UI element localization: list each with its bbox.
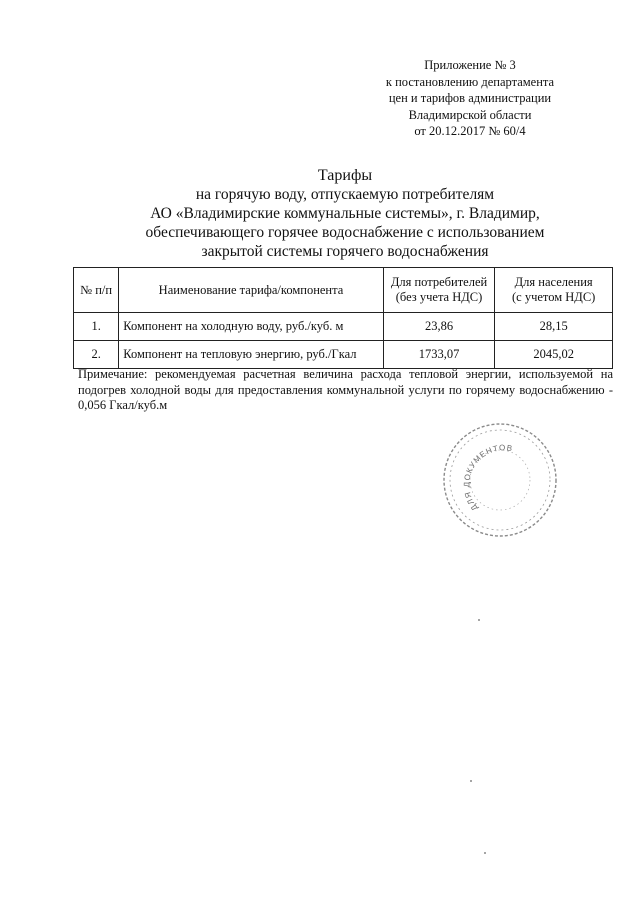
title-line: обеспечивающего горячее водоснабжение с использованием [145, 224, 545, 241]
document-title [100, 166, 590, 261]
appendix-line: Владимирской области [408, 107, 532, 122]
header-consumers [383, 268, 495, 313]
header-population-line2: (с учетом НДС) [512, 290, 596, 304]
note-text: Примечание: рекомендуемая расчетная величина расхода тепловой энергии, используемой на подогрев холодной воды для предоставления коммунальной услуги по горячему водоснабжению - 0,056 Гкал/куб.м [78, 367, 613, 412]
appendix-line: от 20.12.2017 № 60/4 [414, 124, 526, 138]
row-num: 1. [74, 313, 119, 341]
tariff-table [73, 267, 613, 369]
header-population-line1: Для населения [514, 275, 593, 289]
row-name: Компонент на холодную воду, руб./куб. м [119, 313, 383, 341]
title-line: АО «Владимирские коммунальные системы», г. Владимир, [150, 205, 540, 222]
row-num: 2. [74, 341, 119, 369]
appendix-line: цен и тарифов администрации [388, 91, 552, 105]
row-consumers-value: 23,86 [383, 313, 495, 341]
stamp-seal-icon [438, 420, 563, 540]
scan-speck [470, 780, 472, 782]
title-main: Тарифы [317, 167, 373, 184]
appendix-header [360, 57, 580, 140]
header-consumers-line2: (без учета НДС) [395, 290, 483, 304]
svg-text:ДЛЯ ДОКУМЕНТОВ [462, 443, 514, 512]
scan-speck [478, 619, 480, 621]
header-name: Наименование тарифа/компонента [119, 268, 383, 313]
header-num: № п/п [74, 268, 119, 313]
title-line: закрытой системы горячего водоснабжения [201, 243, 489, 260]
header-consumers-line1: Для потребителей [390, 275, 488, 289]
appendix-line: к постановлению департамента [385, 74, 555, 89]
appendix-line: Приложение № 3 [424, 58, 516, 72]
table-row [74, 313, 613, 341]
row-name: Компонент на тепловую энергию, руб./Гкал [119, 341, 383, 369]
row-consumers-value: 1733,07 [383, 341, 495, 369]
row-population-value: 2045,02 [495, 341, 613, 369]
row-population-value: 28,15 [495, 313, 613, 341]
table-header-row [74, 268, 613, 313]
table-row [74, 341, 613, 369]
header-population [495, 268, 613, 313]
title-line: на горячую воду, отпускаемую потребителям [195, 186, 495, 203]
stamp-text: ДЛЯ ДОКУМЕНТОВ [462, 443, 514, 513]
scan-speck [484, 852, 486, 854]
official-stamp [438, 420, 563, 540]
